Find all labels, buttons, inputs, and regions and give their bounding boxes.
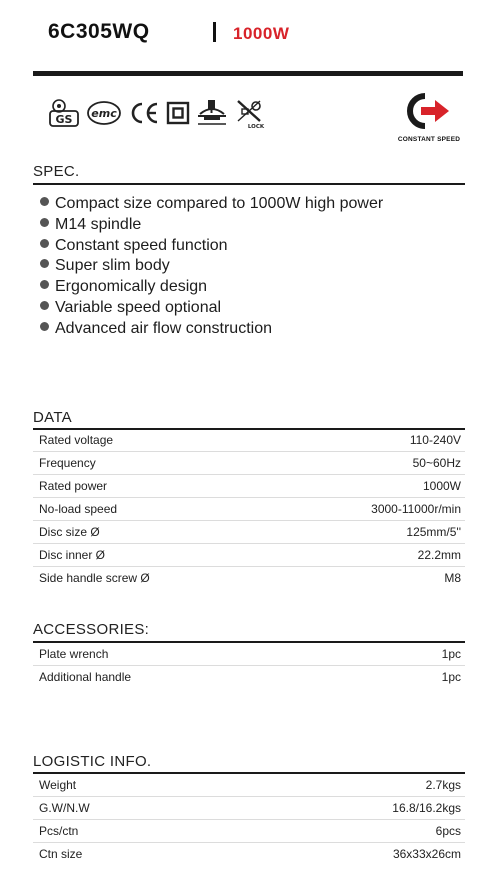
table-row: Disc size Ø 125mm/5'' [33, 521, 465, 544]
spindle-lock-icon [234, 97, 268, 129]
header-separator [213, 22, 216, 42]
table-row: Rated power 1000W [33, 475, 465, 498]
table-row: Side handle screw Ø M8 [39, 571, 461, 585]
bullet-icon [40, 301, 49, 310]
list-item: Constant speed function [40, 236, 383, 257]
list-item: Compact size compared to 1000W high power [40, 194, 383, 215]
bullet-icon [40, 218, 49, 227]
logistic-title: LOGISTIC INFO. [33, 753, 152, 770]
power-rating: 1000W [233, 24, 290, 43]
table-row: Additional handle 1pc [39, 670, 461, 684]
table-row: Rated voltage 110-240V [33, 429, 465, 452]
model-number: 6C305WQ [48, 20, 150, 43]
bullet-icon [40, 197, 49, 206]
table-row: No-load speed 3000-11000r/min [33, 498, 465, 521]
emc-icon [86, 100, 122, 126]
certification-marks [48, 96, 268, 130]
data-table [33, 429, 465, 589]
spec-list [40, 194, 383, 340]
list-item: Advanced air flow construction [40, 319, 383, 340]
spec-rule [33, 183, 465, 185]
constant-speed-icon [403, 92, 455, 130]
spec-title: SPEC. [33, 163, 80, 180]
table-row: Weight 2.7kgs [33, 774, 465, 797]
list-item: M14 spindle [40, 215, 383, 236]
gs-mark-icon [48, 98, 80, 128]
table-row: Frequency 50~60Hz [33, 452, 465, 475]
table-row: Ctn size 36x33x26cm [39, 847, 461, 861]
data-title: DATA [33, 409, 72, 426]
table-row: Disc inner Ø 22.2mm [33, 544, 465, 567]
header-rule [33, 71, 463, 76]
bullet-icon [40, 239, 49, 248]
list-item: Ergonomically design [40, 277, 383, 298]
svg-text:emc: emc [91, 107, 117, 120]
logistic-table [33, 774, 465, 865]
lock-label: LOCK [247, 124, 265, 129]
table-row: Pcs/ctn 6pcs [33, 820, 465, 843]
list-item: Super slim body [40, 256, 383, 277]
ce-mark-icon [128, 101, 160, 125]
accessories-title: ACCESSORIES: [33, 621, 150, 638]
constant-speed-label: CONSTANT SPEED [397, 136, 461, 143]
table-row: G.W/N.W 16.8/16.2kgs [33, 797, 465, 820]
svg-text:GS: GS [55, 113, 73, 126]
list-item: Variable speed optional [40, 298, 383, 319]
table-row: Plate wrench 1pc [33, 643, 465, 666]
double-insulation-icon [166, 101, 190, 125]
accessories-table [33, 643, 465, 688]
constant-speed-logo [392, 92, 466, 143]
bullet-icon [40, 322, 49, 331]
bullet-icon [40, 259, 49, 268]
bullet-icon [40, 280, 49, 289]
grinder-icon [196, 98, 228, 128]
